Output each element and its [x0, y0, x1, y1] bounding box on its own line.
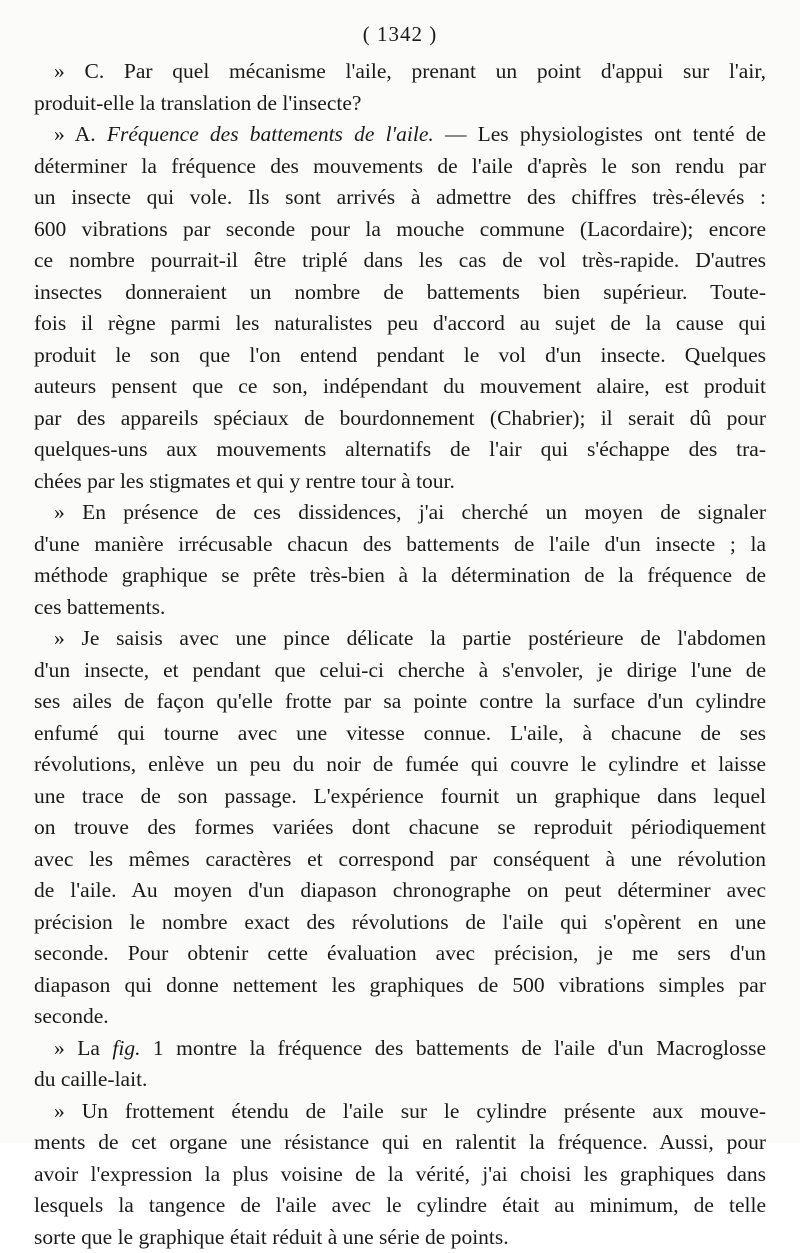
- text-line: enfumé qui tourne avec une vitesse connue. L'aile, à chacune de ses: [34, 718, 766, 750]
- text-line: déterminer la fréquence des mouvements de l'aile d'après le son rendu par: [34, 151, 766, 183]
- text-line: produit le son que l'on entend pendant le vol d'un insecte. Quelques: [34, 340, 766, 372]
- text-line: précision le nombre exact des révolutions de l'aile qui s'opèrent en une: [34, 907, 766, 939]
- text-line: » Un frottement étendu de l'aile sur le cylindre présente aux mouve-: [34, 1096, 766, 1128]
- text-line: chées par les stigmates et qui y rentre tour à tour.: [34, 466, 766, 498]
- text-line: d'une manière irrécusable chacun des battements de l'aile d'un insecte ; la: [34, 529, 766, 561]
- text-line: ce nombre pourrait-il être triplé dans les cas de vol très-rapide. D'autres: [34, 245, 766, 277]
- text-line: avoir l'expression la plus voisine de la vérité, j'ai choisi les graphiques dans: [34, 1159, 766, 1191]
- line-rest: 1 montre la fréquence des battements de l'aile d'un Macroglosse: [140, 1036, 766, 1060]
- text-line: un insecte qui vole. Ils sont arrivés à admettre des chiffres très-élevés :: [34, 182, 766, 214]
- italic-phrase: Fréquence des battements de l'aile.: [107, 122, 434, 146]
- text-line: méthode graphique se prête très-bien à la détermination de la fréquence de: [34, 560, 766, 592]
- text-line: » C. Par quel mécanisme l'aile, prenant un point d'appui sur l'air,: [34, 56, 766, 88]
- page-number: ( 1342 ): [0, 22, 800, 47]
- text-line: du caille-lait.: [34, 1064, 766, 1096]
- text-line: ses ailes de façon qu'elle frotte par sa pointe contre la surface d'un cylindre: [34, 686, 766, 718]
- text-line: une trace de son passage. L'expérience fournit un graphique dans lequel: [34, 781, 766, 813]
- text-line: de l'aile. Au moyen d'un diapason chronographe on peut déterminer avec: [34, 875, 766, 907]
- text-line: 600 vibrations par seconde pour la mouche commune (Lacordaire); encore: [34, 214, 766, 246]
- text-line: avec les mêmes caractères et correspond par conséquent à une révolution: [34, 844, 766, 876]
- text-line: » Je saisis avec une pince délicate la partie postérieure de l'abdomen: [34, 623, 766, 655]
- body-text: [34, 56, 766, 1253]
- text-line: d'un insecte, et pendant que celui-ci cherche à s'envoler, je dirige l'une de: [34, 655, 766, 687]
- text-line: ments de cet organe une résistance qui en ralentit la fréquence. Aussi, pour: [34, 1127, 766, 1159]
- text-line: lesquels la tangence de l'aile avec le cylindre était au minimum, de telle: [34, 1190, 766, 1222]
- text-line: [34, 1033, 766, 1065]
- text-line: sorte que le graphique était réduit à une série de points.: [34, 1222, 766, 1253]
- text-line: fois il règne parmi les naturalistes peu d'accord au sujet de la cause qui: [34, 308, 766, 340]
- text-line: auteurs pensent que ce son, indépendant du mouvement alaire, est produit: [34, 371, 766, 403]
- text-line: quelques-uns aux mouvements alternatifs de l'air qui s'échappe des tra-: [34, 434, 766, 466]
- line-rest: — Les physiologistes ont tenté de: [434, 122, 766, 146]
- text-line: ces battements.: [34, 592, 766, 624]
- text-line: seconde. Pour obtenir cette évaluation avec précision, je me sers d'un: [34, 938, 766, 970]
- text-line: on trouve des formes variées dont chacune se reproduit périodiquement: [34, 812, 766, 844]
- text-line: par des appareils spéciaux de bourdonnement (Chabrier); il serait dû pour: [34, 403, 766, 435]
- text-line: seconde.: [34, 1001, 766, 1033]
- text-line: [34, 119, 766, 151]
- text-line: produit-elle la translation de l'insecte?: [34, 88, 766, 120]
- text-line: » En présence de ces dissidences, j'ai cherché un moyen de signaler: [34, 497, 766, 529]
- text-line: diapason qui donne nettement les graphiques de 500 vibrations simples par: [34, 970, 766, 1002]
- text-line: insectes donneraient un nombre de battements bien supérieur. Toute-: [34, 277, 766, 309]
- line-prefix: » A.: [54, 122, 107, 146]
- text-line: révolutions, enlève un peu du noir de fumée qui couvre le cylindre et laisse: [34, 749, 766, 781]
- italic-phrase: fig.: [112, 1036, 140, 1060]
- line-prefix: » La: [54, 1036, 112, 1060]
